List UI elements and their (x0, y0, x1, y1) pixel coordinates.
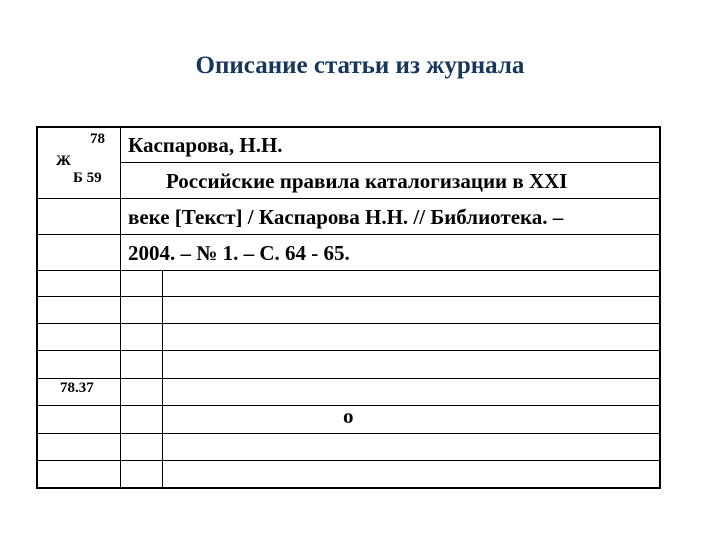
author-mark-code: Б 59 (73, 170, 102, 186)
card-row-rule (37, 460, 660, 461)
author-mark-letter: Ж (56, 153, 71, 169)
card-border-bottom (36, 487, 661, 489)
card-row-rule (37, 350, 660, 351)
card-row-rule (37, 270, 660, 271)
card-row-rule (37, 323, 660, 324)
card-border-top (36, 126, 661, 128)
card-row-rule (37, 198, 660, 199)
index-code: 78.37 (60, 380, 94, 396)
card-description-line-3: 2004. – № 1. – С. 64 - 65. (128, 241, 350, 265)
card-column-rule-2 (162, 270, 163, 488)
page-title: Описание статьи из журнала (195, 52, 525, 79)
card-border-left (36, 126, 38, 489)
card-author-heading: Каспарова, Н.Н. (128, 133, 283, 157)
card-mark-o: о (343, 404, 354, 428)
classification-number: 78 (90, 131, 105, 147)
card-row-rule (37, 296, 660, 297)
card-row-rule (37, 433, 660, 434)
card-row-rule (37, 378, 660, 379)
card-description-line-1: Российские правила каталогизации в XXI (166, 169, 568, 193)
card-border-right (659, 126, 661, 489)
card-row-rule (37, 234, 660, 235)
card-description-line-2: веке [Текст] / Каспарова Н.Н. // Библиотека. – (128, 205, 564, 229)
card-row-rule (120, 162, 660, 163)
